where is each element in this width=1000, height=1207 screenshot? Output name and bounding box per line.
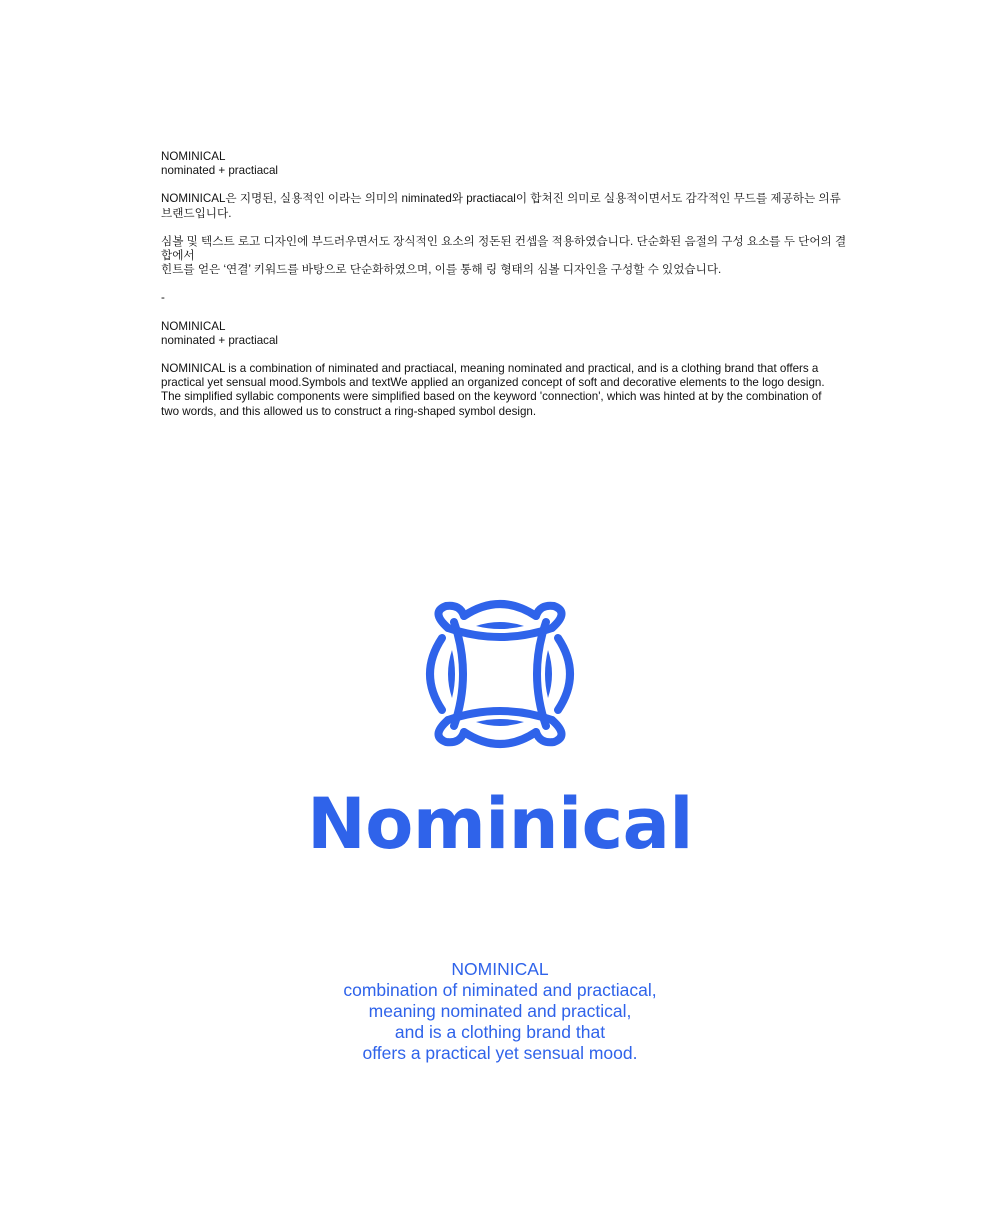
korean-subtitle: nominated + practiacal [161, 164, 278, 178]
english-subtitle: nominated + practiacal [161, 333, 278, 347]
tagline-line-5: offers a practical yet sensual mood. [362, 1043, 638, 1063]
korean-title: NOMINICAL [161, 150, 226, 163]
tagline-line-2: combination of niminated and practiacal, [343, 980, 657, 1000]
ring-knot-symbol-icon [424, 598, 576, 750]
english-paragraph-line-1: NOMINICAL is a combination of niminated and practiacal, meaning nominated and practical, and is a clothing brand that offers a [161, 362, 819, 376]
brand-description [161, 150, 851, 419]
english-title: NOMINICAL [161, 319, 226, 333]
tagline-line-4: and is a clothing brand that [394, 1022, 606, 1042]
tagline-line-1: NOMINICAL [451, 959, 549, 979]
brand-wordmark: Nominical [307, 783, 693, 865]
korean-paragraph-1: NOMINICAL은 지명된, 실용적인 이라는 의미의 niminated와 practiacal이 합쳐진 의미로 실용적이면서도 감각적인 무드를 제공하는 의류브랜드입니다. [161, 192, 841, 220]
tagline-line-3: meaning nominated and practical, [368, 1001, 632, 1021]
brand-tagline [0, 959, 1000, 1064]
english-paragraph-line-4: two words, and this allowed us to construct a ring-shaped symbol design. [161, 404, 537, 418]
english-paragraph-line-2: practical yet sensual mood.Symbols and textWe applied an organized concept of soft and decorative elements to the logo design. [161, 376, 825, 390]
korean-paragraph-2-line-2: 힌트를 얻은 ‘연결’ 키워드를 바탕으로 단순화하였으며, 이를 통해 링 형태의 심볼 디자인을 구성할 수 있었습니다. [161, 263, 722, 277]
korean-paragraph-2-line-1: 심볼 및 텍스트 로고 디자인에 부드러우면서도 장식적인 요소의 정돈된 컨셉을 적용하였습니다. 단순화된 음절의 구성 요소를 두 단어의 결합에서 [161, 234, 847, 263]
english-paragraph-line-3: The simplified syllabic components were simplified based on the keyword 'connection', which was hinted at by the combination of [161, 390, 822, 404]
section-separator: - [161, 291, 165, 305]
